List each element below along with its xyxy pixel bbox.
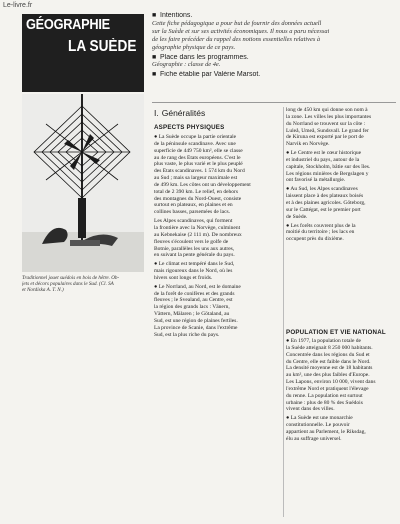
body-text-line: total de 2 390 km. Le relief, en dehors [154,188,239,195]
body-text-line: long de 450 km qui donne son nom à [286,107,368,113]
body-text-line: mais rigoureux dans le Nord, où les [154,268,233,275]
body-text-line: de la péninsule scandinave. Avec une [154,140,236,147]
body-text-line: de Suède. [286,213,308,220]
section-title [154,108,205,118]
body-text-line: au 4e rang des États européens. C'est le [154,154,241,161]
body-text-line: de Kiruna est exporté par le port de [286,134,364,141]
body-text-line: occupent près du dixième. [286,236,344,243]
body-text-line: La province de Scanie, dans l'extrême [154,324,238,331]
square-bullet-icon: ■ [152,12,157,19]
caption-line: Traditionnel jouet suédois en bois de hêtre. Ob- [22,275,120,281]
body-text-line: vivent dans des villes. [286,406,335,413]
page-title-line-2: LA SUÈDE [68,38,137,55]
place-heading: Place dans les programmes. [160,53,249,61]
body-text-line: collines basses, parsemées de lacs. [154,209,231,216]
body-text-line: au Kebnekaise (2 111 m). De nombreux [154,231,242,238]
section-number: I. [154,108,159,118]
body-text-line: élu au suffrage universel. [286,435,342,442]
toy-photo [22,94,144,272]
body-text-line: La densité moyenne est de 18 habitants [286,365,373,372]
body-text-line: la Suède atteignait 8 250 000 habitants. [286,344,373,351]
body-text-line: plus vaste, le plus varié et le plus peuplé [154,161,243,168]
intentions-heading: Intentions. [160,12,193,19]
body-text-line: moitié du territoire ; les lacs en [286,229,355,236]
body-text-line: Les régions minières de Bergslagen y [286,170,369,177]
section-title-text: Généralités [161,108,206,118]
body-text-line: Narvik en Norvège. [286,141,330,148]
body-text-line: ● Les forêts couvrent plus de la [286,222,356,229]
body-text-line: ont favorisé la métallurgie. [286,177,346,184]
body-text-line: des montagnes du Nord-Ouest, consiste [154,195,242,202]
body-text-line: du Norrland se trouvent sur la côte : [286,120,366,127]
body-text-line: de 499 km. Les côtes ont un développement [154,181,251,188]
square-bullet-icon: ■ [152,71,157,79]
body-text-line: ● Le Centre est le cœur historique [286,150,362,157]
body-text-line: au Sud ; mais sa largeur maximale est [154,175,238,182]
body-text-line: Les Lapons, environ 10 000, vivent dans [286,379,376,386]
intentions-line: de les faire précéder du rappel des notions essentielles relatives à [152,35,321,43]
body-text-line: Concentrée dans les régions du Sud et [286,351,370,358]
place-detail: Géographie : classe de 4e. [152,61,221,69]
body-text-line: en suivant la pente générale du pays. [154,252,235,259]
body-text-line: appartient au Parlement, le Riksdag, [286,428,366,435]
subheading-aspects-physiques: ASPECTS PHYSIQUES [154,124,225,131]
body-text-line: ● Au Sud, les Alpes scandinaves [286,186,358,193]
square-bullet-icon: ■ [152,53,157,61]
body-text-line: ● Le climat est tempéré dans le Sud, [154,261,235,268]
body-text-line: fleuves ; le Svealand, au Centre, est [154,297,233,304]
author-line: Fiche établie par Valérie Marsot. [160,71,261,79]
body-text-line: des États scandinaves. 1 574 km du Nord [154,168,245,175]
body-text-line: laissent place à des plateaux boisés [286,193,364,200]
body-column-middle [154,134,280,338]
body-text-line: et industriel du pays, autour de la [286,156,360,163]
body-text-line: ● La Suède occupe la partie orientale [154,134,237,140]
body-text-line: Les Alpes scandinaves, qui forment [154,218,233,225]
body-text-line: du Centre, elle est faible dans le Nord. [286,358,371,365]
body-text-line: Sud, est la plus riche du pays. [154,331,220,338]
intentions-line: Cette fiche pédagogique a pour but de fournir des données actuell [152,19,322,27]
body-text-line: Sud, est une région de plaines fertiles. [154,317,238,324]
body-text-line: ● En 1977, la population totale de [286,338,361,344]
body-text-line: ● La Suède est une monarchie [286,415,353,422]
caption-line: et Nordiska A. T. N.) [22,287,64,294]
body-text-line: sur le Cattégat, est le premier port [286,206,361,213]
body-text-line: Luleå, Umeå, Sundsvall. Le grand fer [286,127,369,134]
body-column-right-lower [286,338,394,443]
body-text-line: la zone. Les villes les plus importantes [286,113,372,120]
body-text-line: surtout en plateaux, en plaines et en [154,202,233,209]
body-text-line: ● Le Norrland, au Nord, est le domaine [154,283,241,290]
body-text-line: fleuves s'écoulent vers le golfe de [154,238,229,245]
intentions-line: géographie physique de ce pays. [152,43,236,51]
body-text-line: hivers sont longs et froids. [154,274,213,281]
body-text-line: au km², une des plus faibles d'Europe. [286,372,370,379]
divider [152,102,396,103]
body-text-line: superficie de 449 750 km², elle se classe [154,147,243,154]
intro-block [152,12,396,79]
subheading-population: POPULATION ET VIE NATIONAL [286,329,386,336]
body-text-line: la région des grands lacs : Vänern, [154,304,230,311]
body-text-line: Vättern, Mälaren ; le Götaland, au [154,311,230,318]
intentions-line: sur la Suède et sur ses activités économiques. Il nous a paru nécessai [152,27,330,35]
body-text-line: du renne. La population est surtout [286,392,363,399]
body-text-line: la frontière avec la Norvège, culminent [154,224,241,231]
column-divider [283,107,284,517]
caption-line: jets et décors populaires dans le Sud. (Cl. SA [22,281,114,288]
body-text-line: et à des plaines agricoles. Göteborg, [286,199,366,206]
body-text-line: capitale, Stockholm, bâtie sur des îles. [286,163,371,170]
body-text-line: l'extrême Nord et pratiquent l'élevage [286,385,369,392]
body-text-line: de la forêt de conifères et des grands [154,290,235,297]
body-column-right [286,107,394,243]
corner-watermark: Le-livre.fr [3,2,33,9]
body-text-line: constitutionnelle. Le pouvoir [286,422,350,429]
body-text-line: urbaine : plus de 80 % des Suédois [286,399,363,406]
page-title-line-1: GÉOGRAPHIE [26,17,110,33]
body-text-line: Botnie, parallèles les uns aux autres, [154,245,235,252]
photo-caption [22,275,146,293]
